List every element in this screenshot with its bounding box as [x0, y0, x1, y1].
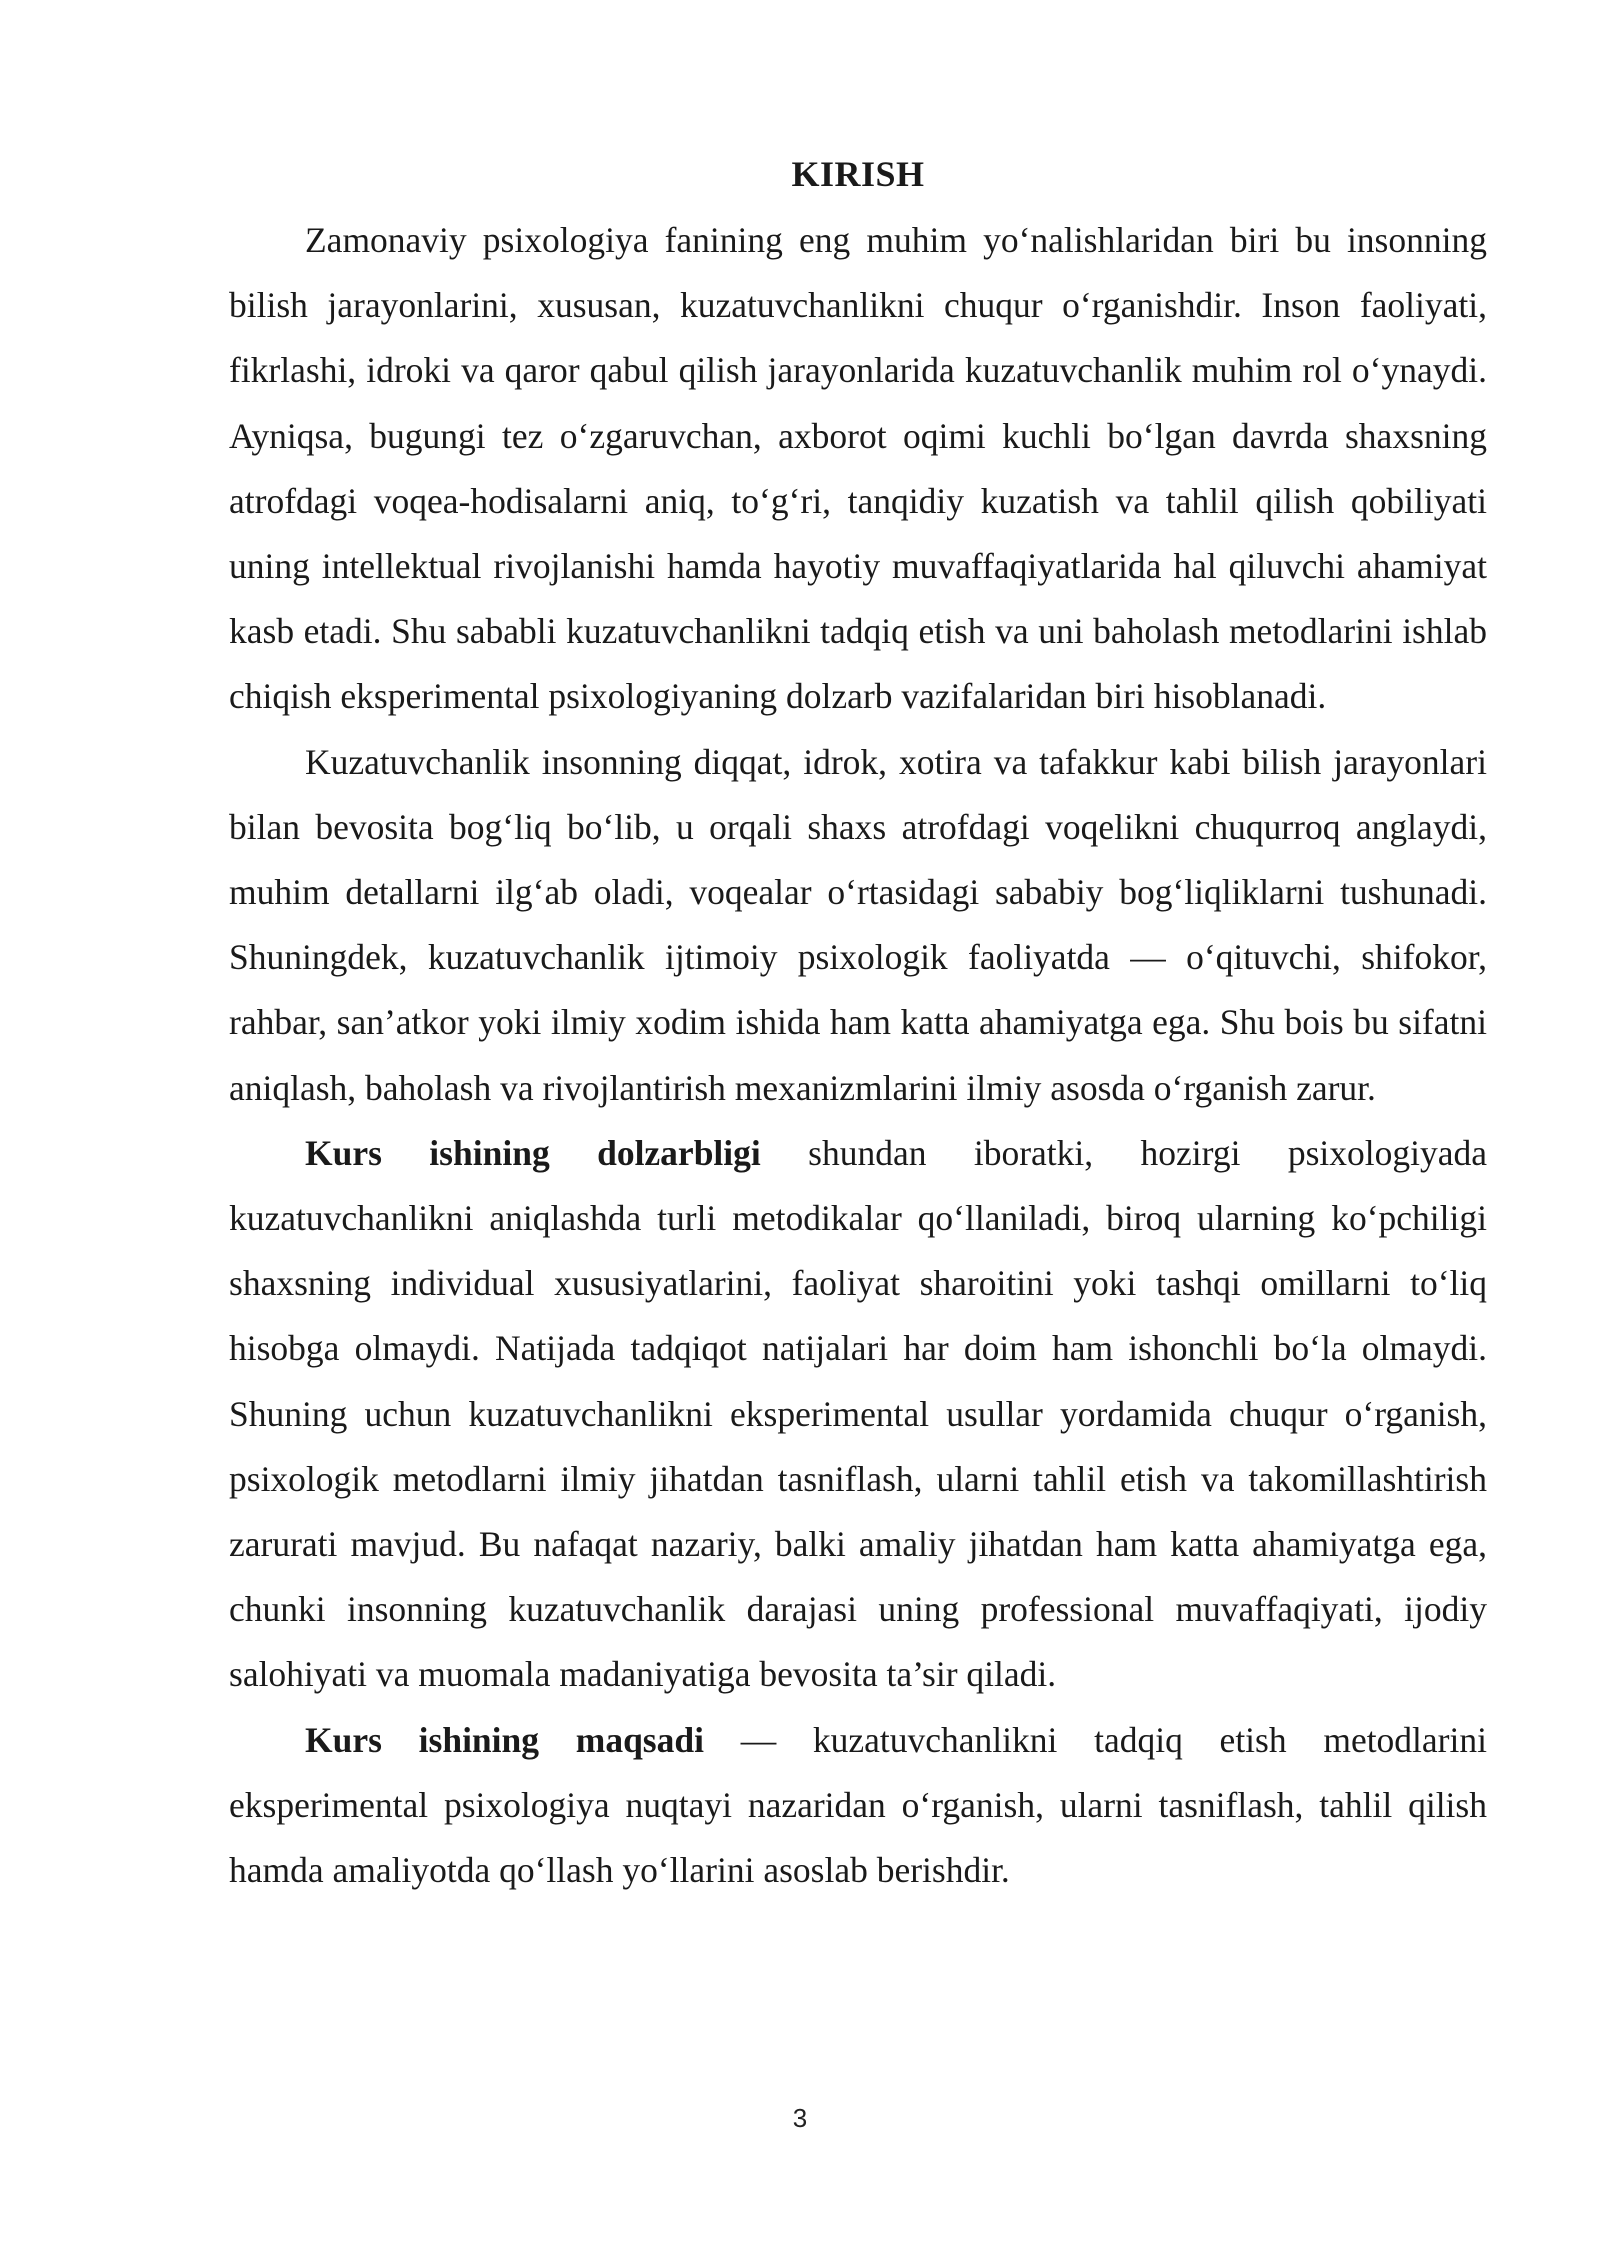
paragraph-relevance: [229, 1121, 1487, 1708]
page-number: 3: [792, 2103, 808, 2133]
paragraph-text: Zamonaviy psixologiya fanining eng muhim yo‘nalishlaridan biri bu insonning bilish jarayonlarini, xususan, kuzatuvchanlikni chuqur o‘rganishdir. Inson faoliyati, fikrlashi, idroki va qaror qabul qilish jarayonlarida kuzatuvchanlik muhim rol o‘ynaydi. Ayniqsa, bugungi tez o‘zgaruvchan, axborot oqimi kuchli bo‘lgan davrda shaxsning atrofdagi voqea-hodisalarni aniq, to‘g‘ri, tanqidiy kuzatish va tahlil qilish qobiliyati uning intellektual rivojlanishi hamda hayotiy muvaffaqiyatlarida hal qiluvchi ahamiyat kasb etadi. Shu sababli kuzatuvchanlikni tadqiq etish va uni baholash metodlarini ishlab chiqish eksperimental psixologiyaning dolzarb vazifalaridan biri hisoblanadi.: [229, 220, 1487, 717]
paragraph-text: Kuzatuvchanlik insonning diqqat, idrok, xotira va tafakkur kabi bilish jarayonlari bilan bevosita bog‘liq bo‘lib, u orqali shaxs atrofdagi voqelikni chuqurroq anglaydi, muhim detallarni ilg‘ab oladi, voqealar o‘rtasidagi sababiy bog‘liqliklarni tushunadi. Shuningdek, kuzatuvchanlik ijtimoiy psixologik faoliyatda — o‘qituvchi, shifokor, rahbar, san’atkor yoki ilmiy xodim ishida ham katta ahamiyatga ega. Shu bois bu sifatni aniqlash, baholash va rivojlantirish mexanizmlarini ilmiy asosda o‘rganish zarur.: [229, 741, 1487, 1108]
page-content: [229, 146, 1487, 1903]
paragraph-bold-lead: Kurs ishining maqsadi: [305, 1719, 704, 1760]
paragraph-text: — kuzatuvchanlikni tadqiq etish metodlarini eksperimental psixologiya nuqtayi nazaridan o‘rganish, ularni tasniflash, tahlil qilish hamda amaliyotda qo‘llash yo‘llarini asoslab berishdir.: [229, 1719, 1487, 1891]
section-title: KIRISH: [791, 154, 925, 194]
paragraph-text: shundan iboratki, hozirgi psixologiyada kuzatuvchanlikni aniqlashda turli metodikalar qo‘llaniladi, biroq ularning ko‘pchiligi shaxsning individual xususiyatlarini, faoliyat sharoitini yoki tashqi omillarni to‘liq hisobga olmaydi. Natijada tadqiqot natijalari har doim ham ishonchli bo‘la olmaydi. Shuning uchun kuzatuvchanlikni eksperimental usullar yordamida chuqur o‘rganish, psixologik metodlarni ilmiy jihatdan tasniflash, ularni tahlil etish va takomillashtirish zarurati mavjud. Bu nafaqat nazariy, balki amaliy jihatdan ham katta ahamiyatga ega, chunki insonning kuzatuvchanlik darajasi uning professional muvaffaqiyati, ijodiy salohiyati va muomala madaniyatiga bevosita ta’sir qiladi.: [229, 1132, 1487, 1695]
paragraph-intro: [229, 208, 1487, 730]
paragraph-observation: [229, 730, 1487, 1121]
paragraph-goal: [229, 1708, 1487, 1904]
paragraph-bold-lead: Kurs ishining dolzarbligi: [305, 1132, 761, 1173]
